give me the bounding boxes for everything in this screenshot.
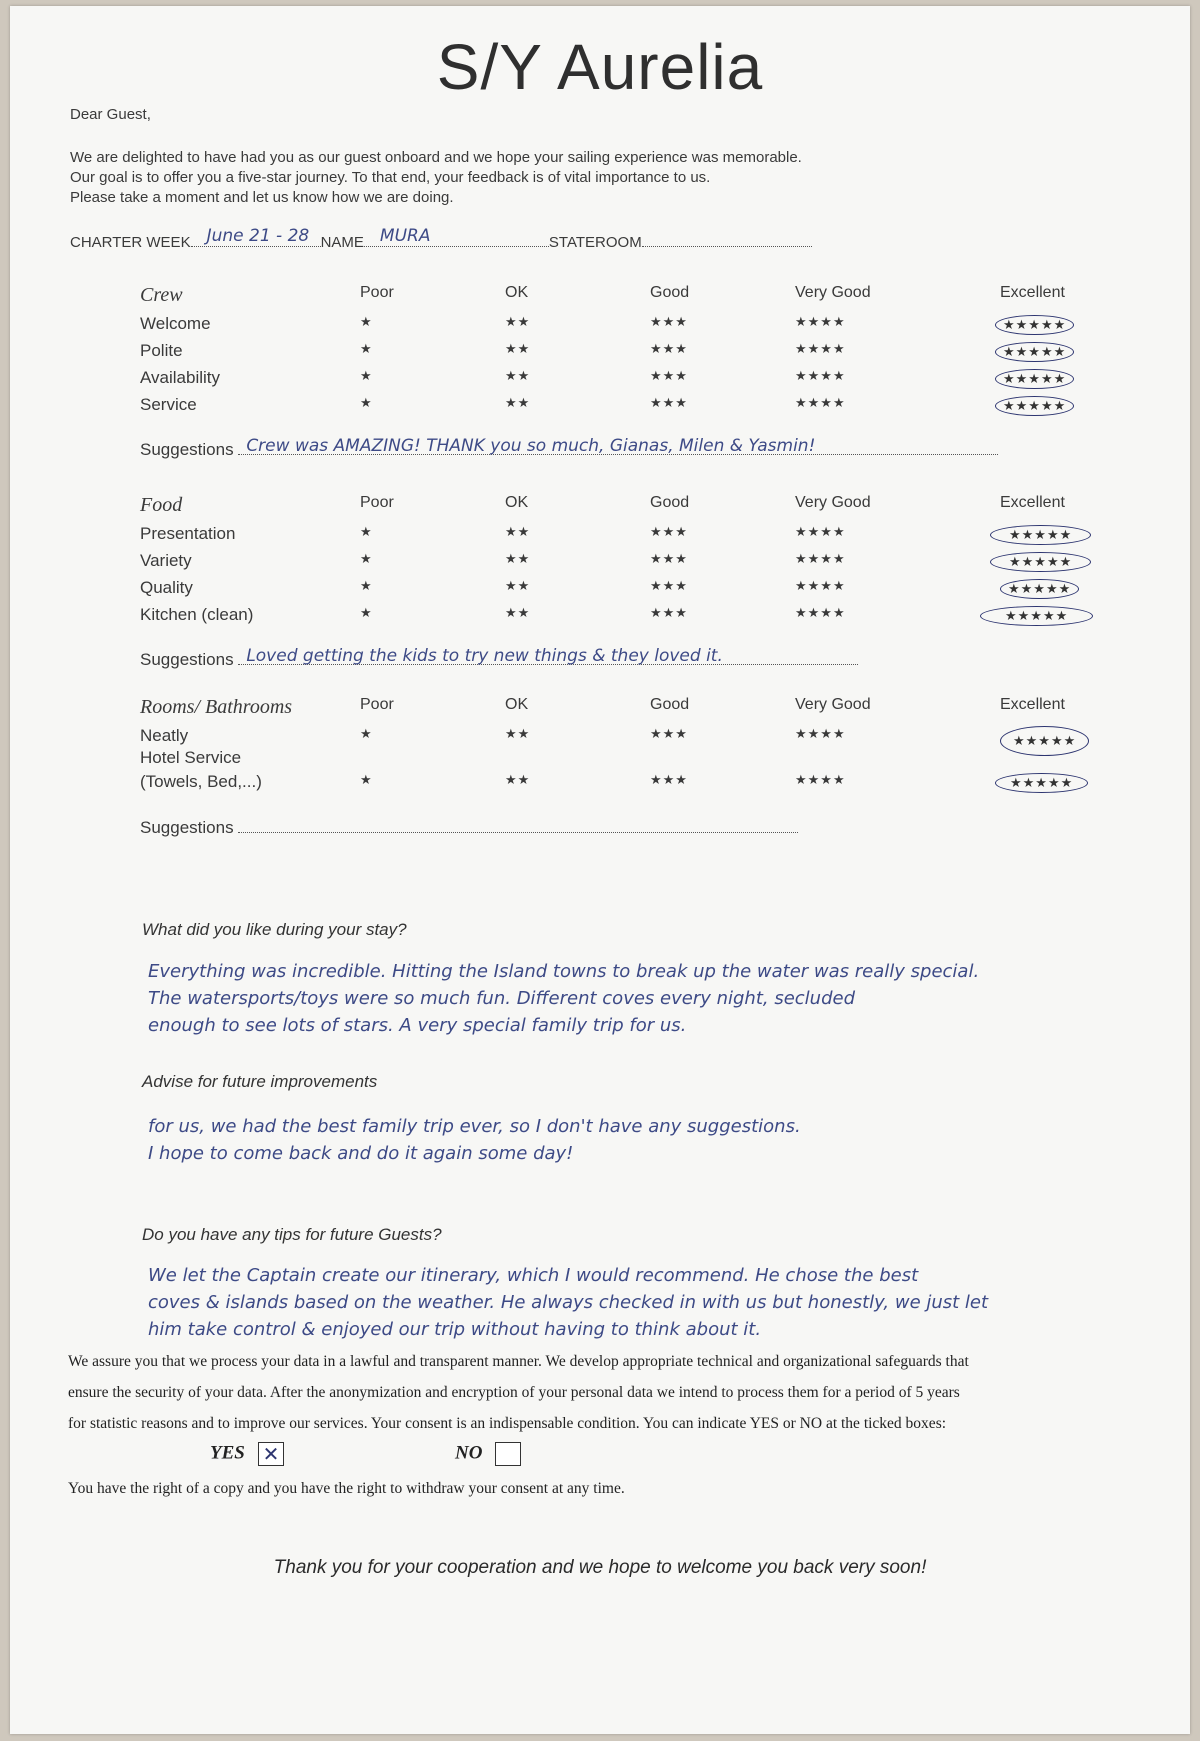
rating-row: [140, 341, 1090, 365]
col-very-good: Very Good: [795, 284, 871, 301]
rating-very-good-option[interactable]: ★★★★: [795, 726, 846, 741]
rating-ok-option[interactable]: ★★: [505, 314, 531, 329]
rating-excellent-option[interactable]: [980, 605, 1093, 626]
col-very-good: Very Good: [795, 696, 871, 713]
rating-good-option[interactable]: ★★★: [650, 395, 688, 410]
data-privacy-notice: [68, 1346, 1138, 1439]
rating-poor-option[interactable]: ★: [360, 314, 373, 329]
yes-label: YES: [210, 1442, 245, 1464]
suggestions-label: Suggestions: [140, 818, 234, 837]
selected-circle: ★★★★★: [995, 773, 1088, 793]
rooms-suggestions: [140, 816, 798, 838]
rating-ok-option[interactable]: ★★: [505, 524, 531, 539]
form-title: S/Y Aurelia: [436, 31, 764, 103]
row-label: (Towels, Bed,...): [140, 772, 262, 791]
row-label: Variety: [140, 551, 192, 570]
rating-good-option[interactable]: ★★★: [650, 726, 688, 741]
name-label: NAME: [320, 234, 364, 251]
food-suggestion-text: Loved getting the kids to try new things & they loved it.: [246, 646, 723, 666]
col-excellent: Excellent: [1000, 696, 1065, 713]
rating-excellent-option[interactable]: [1000, 578, 1079, 599]
answer-line: Everything was incredible. Hitting the Island towns to break up the water was really special.: [148, 961, 980, 982]
rating-very-good-option[interactable]: ★★★★: [795, 605, 846, 620]
rating-excellent-option[interactable]: [995, 395, 1074, 416]
rating-row: [140, 578, 1090, 602]
rooms-label-row: [140, 748, 1090, 772]
food-heading: Food: [140, 494, 183, 516]
crew-suggestions: [140, 438, 998, 460]
col-ok: OK: [505, 696, 529, 713]
answer-line: We let the Captain create our itinerary, which I would recommend. He chose the best: [148, 1265, 919, 1286]
rating-poor-option[interactable]: ★: [360, 395, 373, 410]
consent-yes: [210, 1442, 284, 1466]
col-ok: OK: [505, 494, 529, 511]
selected-circle: ★★★★★: [995, 315, 1074, 335]
selected-circle: ★★★★★: [1000, 579, 1079, 599]
col-poor: Poor: [360, 696, 394, 713]
legal-line: ensure the security of your data. After the anonymization and encryption of your personal data we intend to process them for a period of 5 years: [68, 1384, 960, 1401]
row-label: Service: [140, 395, 197, 414]
rating-ok-option[interactable]: ★★: [505, 578, 531, 593]
rating-ok-option[interactable]: ★★: [505, 726, 531, 741]
col-good: Good: [650, 696, 690, 713]
rating-good-option[interactable]: ★★★: [650, 772, 688, 787]
rating-poor-option[interactable]: ★: [360, 341, 373, 356]
rating-ok-option[interactable]: ★★: [505, 605, 531, 620]
row-label: Kitchen (clean): [140, 605, 254, 624]
col-very-good: Very Good: [795, 494, 871, 511]
stateroom-label: STATEROOM: [548, 234, 642, 251]
rights-notice: You have the right of a copy and you have the right to withdraw your consent at any time.: [68, 1480, 625, 1497]
row-label: Presentation: [140, 524, 236, 543]
rating-poor-option[interactable]: ★: [360, 524, 373, 539]
suggestions-label: Suggestions: [140, 650, 234, 669]
rooms-suggestions-field[interactable]: [238, 816, 798, 833]
rating-very-good-option[interactable]: ★★★★: [795, 395, 846, 410]
improvements-answer[interactable]: [148, 1113, 1108, 1167]
row-label: Neatly: [140, 726, 189, 745]
rating-good-option[interactable]: ★★★: [650, 605, 688, 620]
row-label: Welcome: [140, 314, 211, 333]
consent-no: [455, 1442, 521, 1466]
crew-heading: Crew: [140, 284, 183, 306]
stateroom-field[interactable]: [642, 230, 812, 247]
rating-good-option[interactable]: ★★★: [650, 368, 688, 383]
legal-line: for statistic reasons and to improve our services. Your consent is an indispensable condition. You can indicate YES or NO at the ticked boxes:: [68, 1415, 947, 1432]
rating-ok-option[interactable]: ★★: [505, 551, 531, 566]
rating-good-option[interactable]: ★★★: [650, 314, 688, 329]
selected-circle: ★★★★★: [990, 525, 1091, 545]
no-label: NO: [455, 1442, 483, 1464]
check-mark-icon: ✕: [262, 1442, 280, 1466]
rating-row: [140, 551, 1090, 575]
intro-line: Please take a moment and let us know how we are doing.: [70, 189, 454, 206]
rating-ok-option[interactable]: ★★: [505, 341, 531, 356]
charter-header: [70, 226, 812, 251]
answer-line: for us, we had the best family trip ever, so I don't have any suggestions.: [148, 1116, 801, 1137]
closing-message: Thank you for your cooperation and we hope to welcome you back very soon!: [273, 1557, 927, 1578]
name-value: MURA: [379, 226, 431, 246]
rating-excellent-option[interactable]: [995, 314, 1074, 335]
answer-line: The watersports/toys were so much fun. Different coves every night, secluded: [148, 988, 856, 1009]
rating-row: [140, 368, 1090, 392]
col-excellent: Excellent: [1000, 494, 1065, 511]
rating-excellent-option[interactable]: [990, 524, 1091, 545]
rating-ok-option[interactable]: ★★: [505, 395, 531, 410]
rating-good-option[interactable]: ★★★: [650, 341, 688, 356]
rating-ok-option[interactable]: ★★: [505, 368, 531, 383]
rating-excellent-option[interactable]: [990, 551, 1091, 572]
rating-poor-option[interactable]: ★: [360, 772, 373, 787]
rating-very-good-option[interactable]: ★★★★: [795, 368, 846, 383]
answer-line: coves & islands based on the weather. He always checked in with us but honestly, we just let: [148, 1292, 989, 1313]
col-good: Good: [650, 284, 690, 301]
name-field[interactable]: [364, 226, 549, 247]
rating-row: [140, 726, 1090, 750]
selected-circle: ★★★★★: [980, 606, 1093, 626]
row-label: Polite: [140, 341, 183, 360]
rating-row: [140, 524, 1090, 548]
rating-poor-option[interactable]: ★: [360, 368, 373, 383]
intro-text: [70, 148, 970, 208]
selected-circle: ★★★★★: [990, 552, 1091, 572]
no-checkbox[interactable]: [495, 1442, 521, 1466]
rating-very-good-option[interactable]: ★★★★: [795, 551, 846, 566]
rooms-heading: Rooms/ Bathrooms: [140, 696, 293, 718]
food-suggestions: [140, 648, 858, 670]
rating-poor-option[interactable]: ★: [360, 578, 373, 593]
col-ok: OK: [505, 284, 529, 301]
suggestions-label: Suggestions: [140, 440, 234, 459]
col-good: Good: [650, 494, 690, 511]
rating-good-option[interactable]: ★★★: [650, 578, 688, 593]
selected-circle: ★★★★★: [1000, 726, 1089, 756]
charter-week-value: June 21 - 28: [206, 226, 310, 246]
rating-row: [140, 772, 1090, 796]
rating-row: [140, 605, 1090, 629]
rating-row: [140, 395, 1090, 419]
selected-circle: ★★★★★: [995, 396, 1074, 416]
charter-week-field[interactable]: [191, 226, 321, 247]
row-label: Availability: [140, 368, 221, 387]
rating-row: [140, 314, 1090, 338]
col-poor: Poor: [360, 284, 394, 301]
answer-line: enough to see lots of stars. A very special family trip for us.: [148, 1015, 687, 1036]
charter-week-label: CHARTER WEEK: [70, 234, 191, 251]
selected-circle: ★★★★★: [995, 342, 1074, 362]
rating-excellent-option[interactable]: [995, 341, 1074, 362]
rating-excellent-option[interactable]: [995, 772, 1088, 793]
rating-ok-option[interactable]: ★★: [505, 772, 531, 787]
rating-very-good-option[interactable]: ★★★★: [795, 524, 846, 539]
crew-suggestions-field[interactable]: [238, 438, 998, 455]
liked-question: What did you like during your stay?: [142, 920, 407, 939]
rating-good-option[interactable]: ★★★: [650, 551, 688, 566]
liked-answer[interactable]: [148, 958, 1108, 1039]
feedback-form-sheet: [10, 6, 1190, 1734]
row-label: Hotel Service: [140, 748, 242, 767]
food-suggestions-field[interactable]: [238, 648, 858, 665]
greeting: Dear Guest,: [70, 106, 151, 123]
improvements-question: Advise for future improvements: [142, 1072, 378, 1091]
intro-line: We are delighted to have had you as our guest onboard and we hope your sailing experience was memorable.: [70, 149, 802, 166]
col-poor: Poor: [360, 494, 394, 511]
crew-suggestion-text: Crew was AMAZING! THANK you so much, Gianas, Milen & Yasmin!: [246, 436, 816, 456]
rating-very-good-option[interactable]: ★★★★: [795, 772, 846, 787]
yes-checkbox[interactable]: [258, 1442, 284, 1466]
answer-line: him take control & enjoyed our trip without having to think about it.: [148, 1319, 762, 1340]
col-excellent: Excellent: [1000, 284, 1065, 301]
rating-very-good-option[interactable]: ★★★★: [795, 314, 846, 329]
rating-poor-option[interactable]: ★: [360, 605, 373, 620]
selected-circle: ★★★★★: [995, 369, 1074, 389]
rating-very-good-option[interactable]: ★★★★: [795, 341, 846, 356]
crew-header-row: [140, 284, 1090, 308]
rating-poor-option[interactable]: ★: [360, 551, 373, 566]
food-header-row: [140, 494, 1090, 518]
tips-question: Do you have any tips for future Guests?: [142, 1225, 442, 1244]
tips-answer[interactable]: [148, 1262, 1108, 1343]
rooms-header-row: [140, 696, 1090, 720]
answer-line: I hope to come back and do it again some day!: [148, 1143, 574, 1164]
intro-line: Our goal is to offer you a five-star journey. To that end, your feedback is of vital importance to us.: [70, 169, 711, 186]
rating-very-good-option[interactable]: ★★★★: [795, 578, 846, 593]
legal-line: We assure you that we process your data in a lawful and transparent manner. We develop appropriate technical and organizational safeguards that: [68, 1353, 969, 1370]
rating-poor-option[interactable]: ★: [360, 726, 373, 741]
row-label: Quality: [140, 578, 193, 597]
rating-excellent-option[interactable]: [995, 368, 1074, 389]
rating-good-option[interactable]: ★★★: [650, 524, 688, 539]
